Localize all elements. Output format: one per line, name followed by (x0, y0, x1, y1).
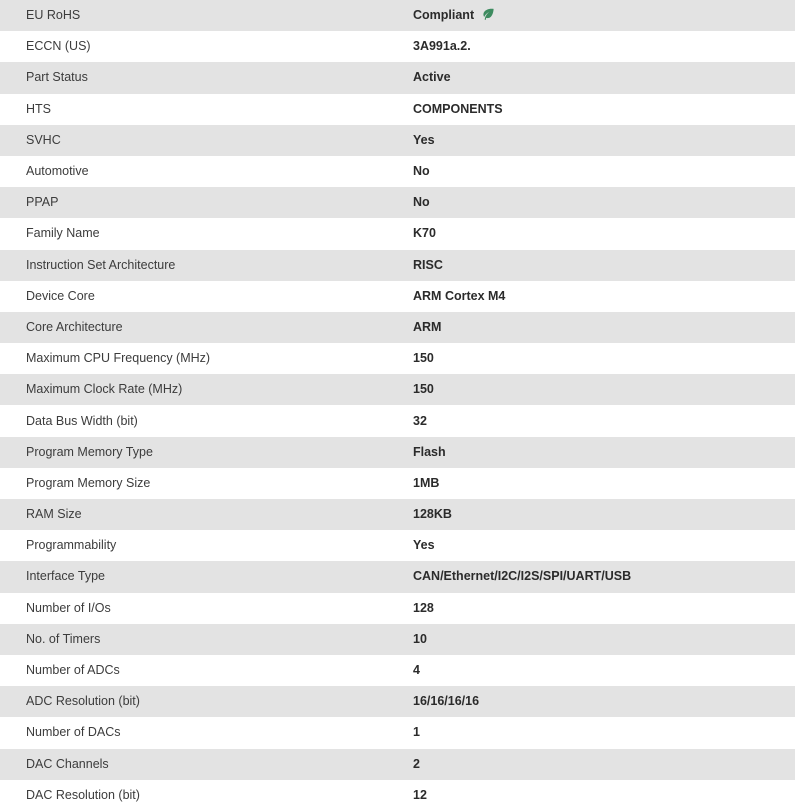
value-cell (390, 0, 795, 31)
table-row (0, 187, 795, 218)
value-cell (390, 31, 795, 62)
value-text: CAN/Ethernet/I2C/I2S/SPI/UART/USB (413, 569, 632, 584)
attribute-cell: EU RoHS (0, 0, 390, 31)
attribute-cell: Data Bus Width (bit) (0, 405, 390, 436)
attribute-cell: Device Core (0, 281, 390, 312)
attribute-cell: Programmability (0, 530, 390, 561)
attribute-cell: DAC Resolution (bit) (0, 780, 390, 811)
table-row (0, 749, 795, 780)
table-row (0, 717, 795, 748)
table-row (0, 686, 795, 717)
attribute-cell: Number of ADCs (0, 655, 390, 686)
value-text: 1 (413, 725, 420, 740)
table-row (0, 624, 795, 655)
value-cell (390, 281, 795, 312)
value-text: 12 (413, 787, 427, 802)
value-cell (390, 717, 795, 748)
attribute-cell: HTS (0, 94, 390, 125)
attribute-cell: Family Name (0, 218, 390, 249)
attribute-cell: Program Memory Type (0, 437, 390, 468)
value-cell (390, 343, 795, 374)
value-cell (390, 156, 795, 187)
value-cell (390, 749, 795, 780)
value-text: No (413, 195, 430, 210)
value-cell (390, 94, 795, 125)
value-cell (390, 405, 795, 436)
attribute-cell: ECCN (US) (0, 31, 390, 62)
attribute-cell: Maximum CPU Frequency (MHz) (0, 343, 390, 374)
table-row (0, 437, 795, 468)
table-row (0, 94, 795, 125)
value-text: No (413, 164, 430, 179)
table-row (0, 405, 795, 436)
value-text: K70 (413, 226, 436, 241)
table-row (0, 156, 795, 187)
table-row (0, 655, 795, 686)
value-cell (390, 624, 795, 655)
value-cell (390, 312, 795, 343)
attribute-cell: Instruction Set Architecture (0, 250, 390, 281)
value-text: 1MB (413, 475, 440, 490)
value-cell (390, 780, 795, 811)
value-text: RISC (413, 257, 443, 272)
attribute-cell: PPAP (0, 187, 390, 218)
attribute-cell: SVHC (0, 125, 390, 156)
value-text: 150 (413, 382, 434, 397)
table-row (0, 62, 795, 93)
value-cell (390, 499, 795, 530)
table-row (0, 530, 795, 561)
value-text: Yes (413, 132, 435, 147)
value-cell (390, 530, 795, 561)
value-cell (390, 62, 795, 93)
value-text: Active (413, 70, 451, 85)
attribute-cell: Part Status (0, 62, 390, 93)
attribute-cell: ADC Resolution (bit) (0, 686, 390, 717)
value-text: 16/16/16/16 (413, 694, 480, 709)
attribute-cell: No. of Timers (0, 624, 390, 655)
attribute-cell: RAM Size (0, 499, 390, 530)
value-cell (390, 125, 795, 156)
table-row (0, 593, 795, 624)
table-row (0, 343, 795, 374)
attribute-cell: Number of DACs (0, 717, 390, 748)
value-text: 150 (413, 351, 434, 366)
attribute-cell: DAC Channels (0, 749, 390, 780)
value-text: Compliant (413, 8, 475, 23)
value-cell (390, 437, 795, 468)
table-row (0, 125, 795, 156)
value-text: 32 (413, 413, 427, 428)
value-text: 10 (413, 631, 427, 646)
attribute-cell: Automotive (0, 156, 390, 187)
table-row (0, 780, 795, 811)
value-cell (390, 250, 795, 281)
value-cell (390, 686, 795, 717)
leaf-icon (481, 8, 495, 21)
value-text: 128 (413, 600, 434, 615)
value-text: 128KB (413, 507, 452, 522)
table-row (0, 499, 795, 530)
value-text: ARM (413, 319, 442, 334)
table-row (0, 0, 795, 31)
value-cell (390, 561, 795, 592)
value-cell (390, 187, 795, 218)
value-text: COMPONENTS (413, 101, 503, 116)
attribute-cell: Number of I/Os (0, 593, 390, 624)
value-text: Flash (413, 444, 446, 459)
table-row (0, 374, 795, 405)
value-text: Yes (413, 538, 435, 553)
value-cell (390, 655, 795, 686)
value-cell (390, 218, 795, 249)
table-row (0, 218, 795, 249)
table-row (0, 31, 795, 62)
value-text: 2 (413, 756, 420, 771)
value-cell (390, 374, 795, 405)
attribute-cell: Core Architecture (0, 312, 390, 343)
attribute-cell: Program Memory Size (0, 468, 390, 499)
value-text: ARM Cortex M4 (413, 288, 506, 303)
value-text: 3A991a.2. (413, 39, 471, 54)
attribute-cell: Maximum Clock Rate (MHz) (0, 374, 390, 405)
attribute-cell: Interface Type (0, 561, 390, 592)
table-row (0, 250, 795, 281)
table-row (0, 561, 795, 592)
value-cell (390, 468, 795, 499)
table-row (0, 468, 795, 499)
value-text: 4 (413, 663, 420, 678)
value-cell (390, 593, 795, 624)
table-row (0, 281, 795, 312)
table-row (0, 312, 795, 343)
